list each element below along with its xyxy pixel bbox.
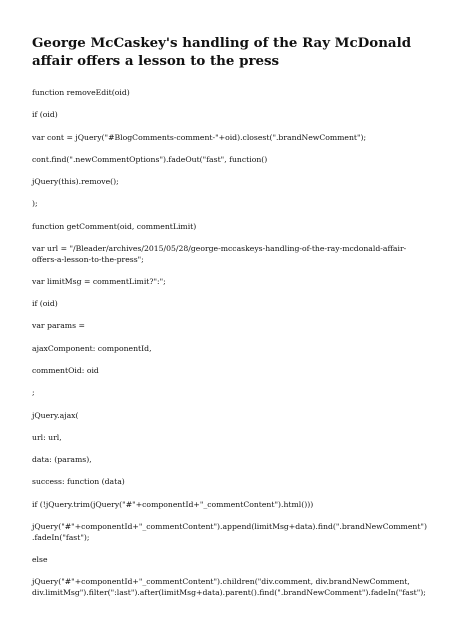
code-line: if (oid) — [32, 110, 58, 120]
article-title: George McCaskey's handling of the Ray McDonald affair offers a lesson to the press — [32, 35, 412, 69]
code-line: ajaxComponent: componentId, — [32, 343, 152, 353]
code-line: jQuery("#"+componentId+"_commentContent").children("div.comment, div.brandNewComment, div.limitMsg").filter(":last").after(limitMsg+data).parent().find(".brandNewComment").fadeIn("fast"); — [32, 577, 426, 597]
code-line: data: (params), — [32, 455, 92, 465]
code-line: jQuery.ajax( — [32, 410, 79, 420]
code-line: if (oid) — [32, 299, 58, 309]
code-line: ); — [32, 199, 38, 209]
code-line: commentOid: oid — [32, 365, 99, 375]
code-line: cont.find(".newCommentOptions").fadeOut("fast", function() — [32, 154, 268, 164]
code-line: function getComment(oid, commentLimit) — [32, 221, 197, 231]
code-line: var limitMsg = commentLimit?":"; — [32, 276, 166, 286]
code-line: if (!jQuery.trim(jQuery("#"+componentId+"_commentContent").html())) — [32, 499, 314, 509]
code-line: jQuery(this).remove(); — [32, 177, 119, 187]
code-line: success: function (data) — [32, 477, 125, 487]
code-line: url: url, — [32, 432, 62, 442]
code-line: var params = — [32, 321, 85, 331]
code-line: else — [32, 554, 48, 564]
code-line: jQuery("#"+componentId+"_commentContent").append(limitMsg+data).find(".brandNewComment").fadeIn("fast"); — [32, 521, 427, 542]
code-line: var url = "/Bleader/archives/2015/05/28/george-mccaskeys-handling-of-the-ray-mcdonald-affair-offers-a-lesson-to-the-press"; — [32, 243, 407, 264]
code-line: var cont = jQuery("#BlogComments-comment-"+oid).closest(".brandNewComment"); — [32, 132, 367, 142]
article-body — [32, 88, 428, 610]
code-line: ; — [32, 388, 35, 398]
code-line: function removeEdit(oid) — [32, 88, 130, 97]
